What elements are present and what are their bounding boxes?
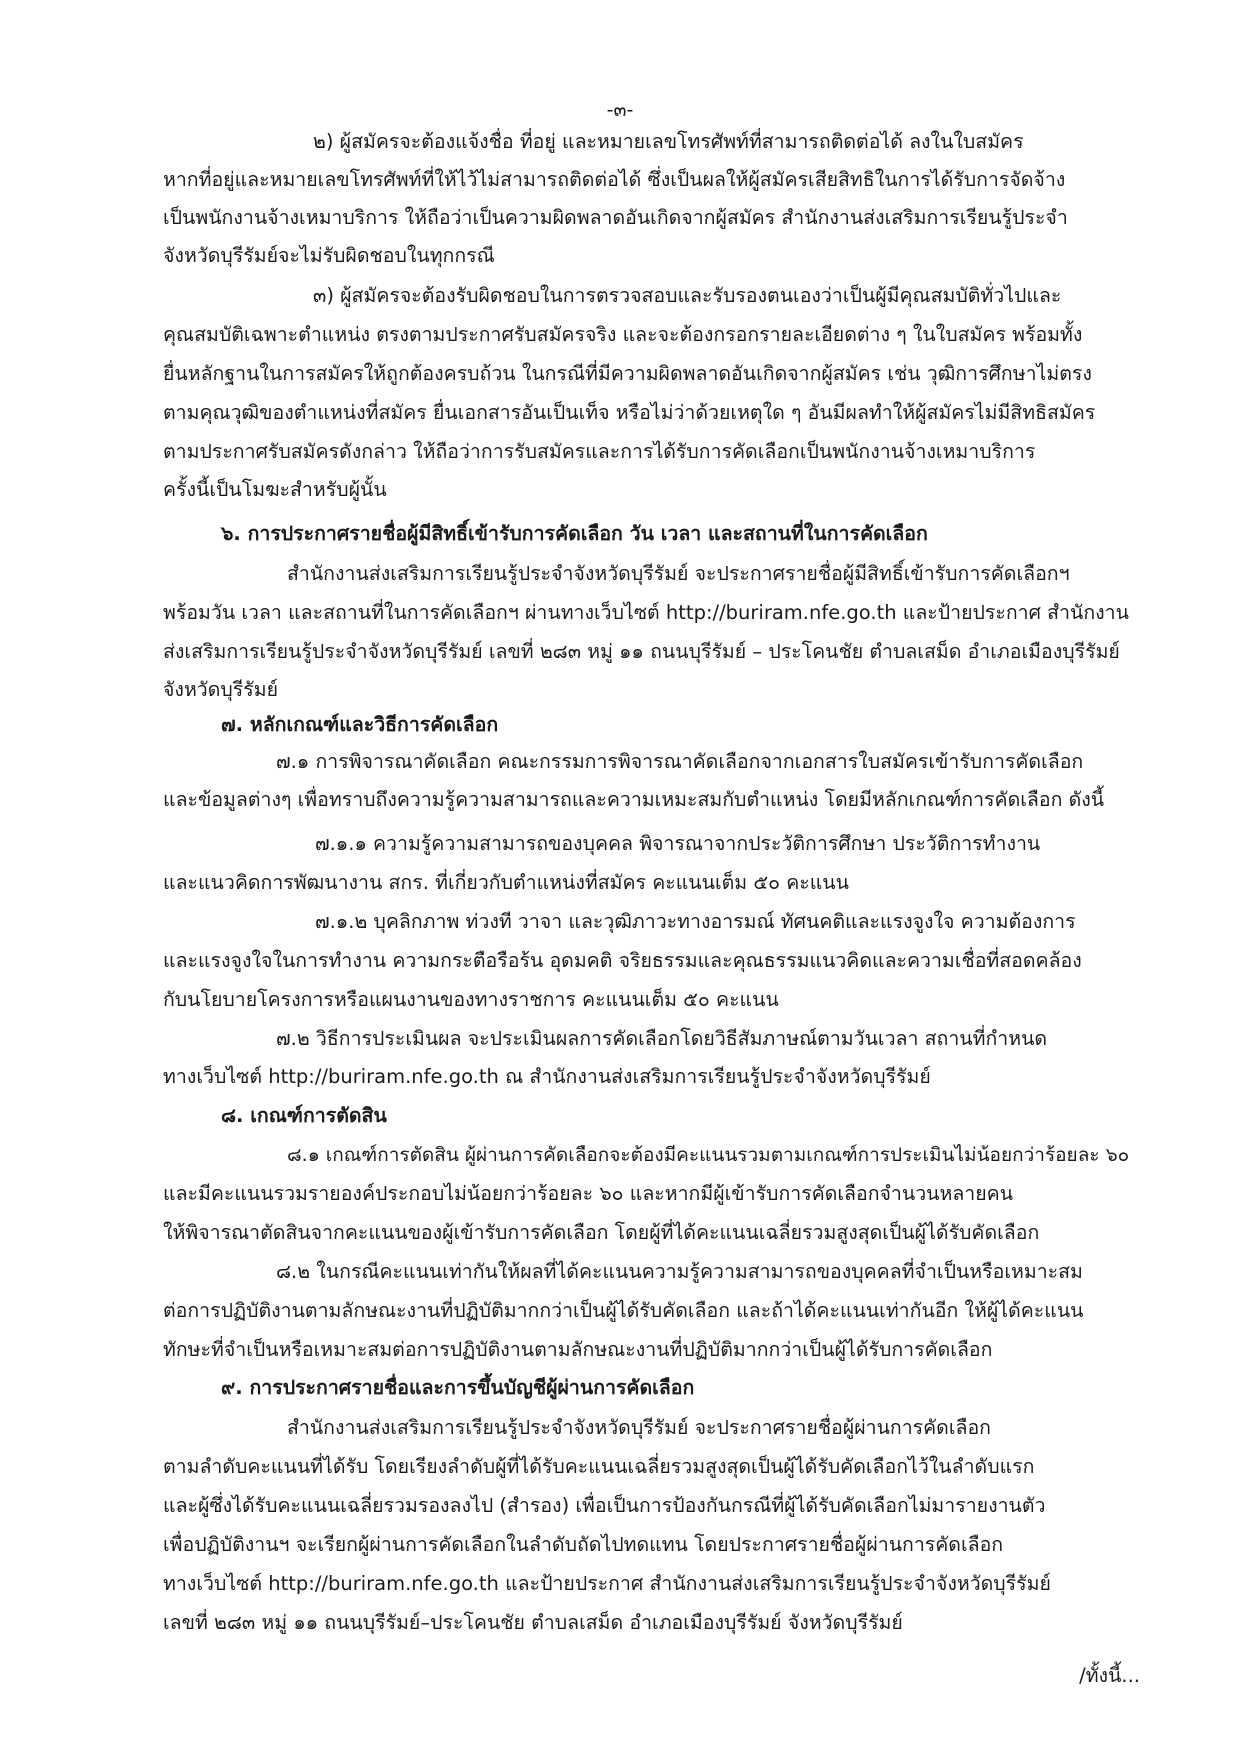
section-heading: ๖. การประกาศรายชื่อผู้มีสิทธิ์เข้ารับการคัดเลือก วัน เวลา และสถานที่ในการคัดเลือก <box>221 522 928 545</box>
text-line: ๒) ผู้สมัครจะต้องแจ้งชื่อ ที่อยู่ และหมายเลขโทรศัพท์ที่สามารถติดต่อได้ ลงในใบสมัคร <box>313 130 1024 153</box>
text-line: จังหวัดบุรีรัมย์จะไม่รับผิดชอบในทุกกรณี <box>163 244 495 267</box>
section-heading: ๗. หลักเกณฑ์และวิธีการคัดเลือก <box>221 713 499 736</box>
text-line: ๗.๑ การพิจารณาคัดเลือก คณะกรรมการพิจารณาคัดเลือกจากเอกสารใบสมัครเข้ารับการคัดเลือก <box>276 750 1084 773</box>
text-line: ๘.๒ ในกรณีคะแนนเท่ากันให้ผลที่ได้คะแนนความรู้ความสามารถของบุคคลที่จำเป็นหรือเหมาะสม <box>276 1260 1083 1283</box>
text-line: และผู้ซึ่งได้รับคะแนนเฉลี่ยรวมรองลงไป (สำรอง) เพื่อเป็นการป้องกันกรณีที่ผู้ได้รับคัดเลือกไม่มารายงานตัว <box>163 1494 1046 1517</box>
section-heading: ๘. เกณฑ์การตัดสิน <box>221 1104 387 1127</box>
text-line: ตามคุณวุฒิของตำแหน่งที่สมัคร ยื่นเอกสารอันเป็นเท็จ หรือไม่ว่าด้วยเหตุใด ๆ อันมีผลทำให้ผู้สมัครไม่มีสิทธิสมัคร <box>163 401 1096 424</box>
text-line: ให้พิจารณาตัดสินจากคะแนนของผู้เข้ารับการคัดเลือก โดยผู้ที่ได้คะแนนเฉลี่ยรวมสูงสุดเป็นผู้ได้รับคัดเลือก <box>163 1221 1040 1244</box>
text-line: หากที่อยู่และหมายเลขโทรศัพท์ที่ให้ไว้ไม่สามารถติดต่อได้ ซึ่งเป็นผลให้ผู้สมัครเสียสิทธิในการได้รับการจัดจ้าง <box>163 168 1066 191</box>
text-line: ตามประกาศรับสมัครดังกล่าว ให้ถือว่าการรับสมัครและการได้รับการคัดเลือกเป็นพนักงานจ้างเหมาบริการ <box>163 440 1036 463</box>
text-line: ๗.๑.๑ ความรู้ความสามารถของบุคคล พิจารณาจากประวัติการศึกษา ประวัติการทำงาน <box>315 832 1041 855</box>
text-line: ต่อการปฏิบัติงานตามลักษณะงานที่ปฏิบัติมากกว่าเป็นผู้ได้รับคัดเลือก และถ้าได้คะแนนเท่ากันอีก ให้ผู้ได้คะแนน <box>163 1299 1084 1322</box>
text-line: และแนวคิดการพัฒนางาน สกร. ที่เกี่ยวกับตำแหน่งที่สมัคร คะแนนเต็ม ๕๐ คะแนน <box>163 871 849 894</box>
page-number: -๓- <box>606 99 634 121</box>
text-line: พร้อมวัน เวลา และสถานที่ในการคัดเลือกฯ ผ่านทางเว็บไซต์ http://buriram.nfe.go.th และป้ายประกาศ สำนักงาน <box>163 601 1129 624</box>
text-line: ๘.๑ เกณฑ์การตัดสิน ผู้ผ่านการคัดเลือกจะต้องมีคะแนนรวมตามเกณฑ์การประเมินไม่น้อยกว่าร้อยละ ๖๐ <box>287 1144 1130 1166</box>
text-line: ทางเว็บไซต์ http://buriram.nfe.go.th ณ สำนักงานส่งเสริมการเรียนรู้ประจำจังหวัดบุรีรัมย์ <box>163 1065 931 1088</box>
text-line: ยื่นหลักฐานในการสมัครให้ถูกต้องครบถ้วน ในกรณีที่มีความผิดพลาดอันเกิดจากผู้สมัคร เช่น วุฒิการศึกษาไม่ตรง <box>163 362 1092 385</box>
text-line: กับนโยบายโครงการหรือแผนงานของทางราชการ คะแนนเต็ม ๕๐ คะแนน <box>163 988 779 1011</box>
continuation-note: /ทั้งนี้... <box>1079 1664 1140 1687</box>
text-line: ๗.๑.๒ บุคลิกภาพ ท่วงที วาจา และวุฒิภาวะทางอารมณ์ ทัศนคติและแรงจูงใจ ความต้องการ <box>315 910 1076 933</box>
text-line: และมีคะแนนรวมรายองค์ประกอบไม่น้อยกว่าร้อยละ ๖๐ และหากมีผู้เข้ารับการคัดเลือกจำนวนหลายคน <box>163 1182 1014 1205</box>
text-line: สำนักงานส่งเสริมการเรียนรู้ประจำจังหวัดบุรีรัมย์ จะประกาศรายชื่อผู้ผ่านการคัดเลือก <box>287 1416 991 1439</box>
text-line: ตามลำดับคะแนนที่ได้รับ โดยเรียงลำดับผู้ที่ได้รับคะแนนเฉลี่ยรวมสูงสุดเป็นผู้ได้รับคัดเลือกไว้ในลำดับแรก <box>163 1455 1035 1478</box>
text-line: ๗.๒ วิธีการประเมินผล จะประเมินผลการคัดเลือกโดยวิธีสัมภาษณ์ตามวันเวลา สถานที่กำหนด <box>276 1027 1048 1050</box>
text-line: ส่งเสริมการเรียนรู้ประจำจังหวัดบุรีรัมย์ เลขที่ ๒๘๓ หมู่ ๑๑ ถนนบุรีรัมย์ – ประโคนชัย ตำบลเสม็ด อำเภอเมืองบุรีรัมย์ <box>163 640 1120 663</box>
text-line: ทักษะที่จำเป็นหรือเหมาะสมต่อการปฏิบัติงานตามลักษณะงานที่ปฏิบัติมากกว่าเป็นผู้ได้รับการคัดเลือก <box>163 1338 993 1361</box>
text-line: สำนักงานส่งเสริมการเรียนรู้ประจำจังหวัดบุรีรัมย์ จะประกาศรายชื่อผู้มีสิทธิ์เข้ารับการคัดเลือกฯ <box>287 562 1070 585</box>
section-heading: ๙. การประกาศรายชื่อและการขึ้นบัญชีผู้ผ่านการคัดเลือก <box>221 1376 695 1399</box>
text-line: ๓) ผู้สมัครจะต้องรับผิดชอบในการตรวจสอบและรับรองตนเองว่าเป็นผู้มีคุณสมบัติทั่วไปและ <box>313 284 1062 307</box>
text-line: เป็นพนักงานจ้างเหมาบริการ ให้ถือว่าเป็นความผิดพลาดอันเกิดจากผู้สมัคร สำนักงานส่งเสริมการเรียนรู้ประจำ <box>163 206 1068 229</box>
text-line: ครั้งนี้เป็นโมฆะสำหรับผู้นั้น <box>163 478 387 501</box>
text-line: ทางเว็บไซต์ http://buriram.nfe.go.th และป้ายประกาศ สำนักงานส่งเสริมการเรียนรู้ประจำจังหวัดบุรีรัมย์ <box>163 1572 1051 1595</box>
text-line: เลขที่ ๒๘๓ หมู่ ๑๑ ถนนบุรีรัมย์–ประโคนชัย ตำบลเสม็ด อำเภอเมืองบุรีรัมย์ จังหวัดบุรีรัมย์ <box>163 1611 903 1634</box>
text-line: และแรงจูงใจในการทำงาน ความกระตือรือร้น อุดมคติ จริยธรรมและคุณธรรมแนวคิดและความเชื่อที่สอดคล้อง <box>163 949 1082 972</box>
text-line: เพื่อปฏิบัติงานฯ จะเรียกผู้ผ่านการคัดเลือกในลำดับถัดไปทดแทน โดยประกาศรายชื่อผู้ผ่านการคัดเลือก <box>163 1533 1004 1556</box>
text-line: คุณสมบัติเฉพาะตำแหน่ง ตรงตามประกาศรับสมัครจริง และจะต้องกรอกรายละเอียดต่าง ๆ ในใบสมัคร พร้อมทั้ง <box>163 323 1083 346</box>
text-line: และข้อมูลต่างๆ เพื่อทราบถึงความรู้ความสามารถและความเหมะสมกับตำแหน่ง โดยมีหลักเกณฑ์การคัดเลือก ดังนี้ <box>163 788 1105 811</box>
text-line: จังหวัดบุรีรัมย์ <box>163 678 279 701</box>
